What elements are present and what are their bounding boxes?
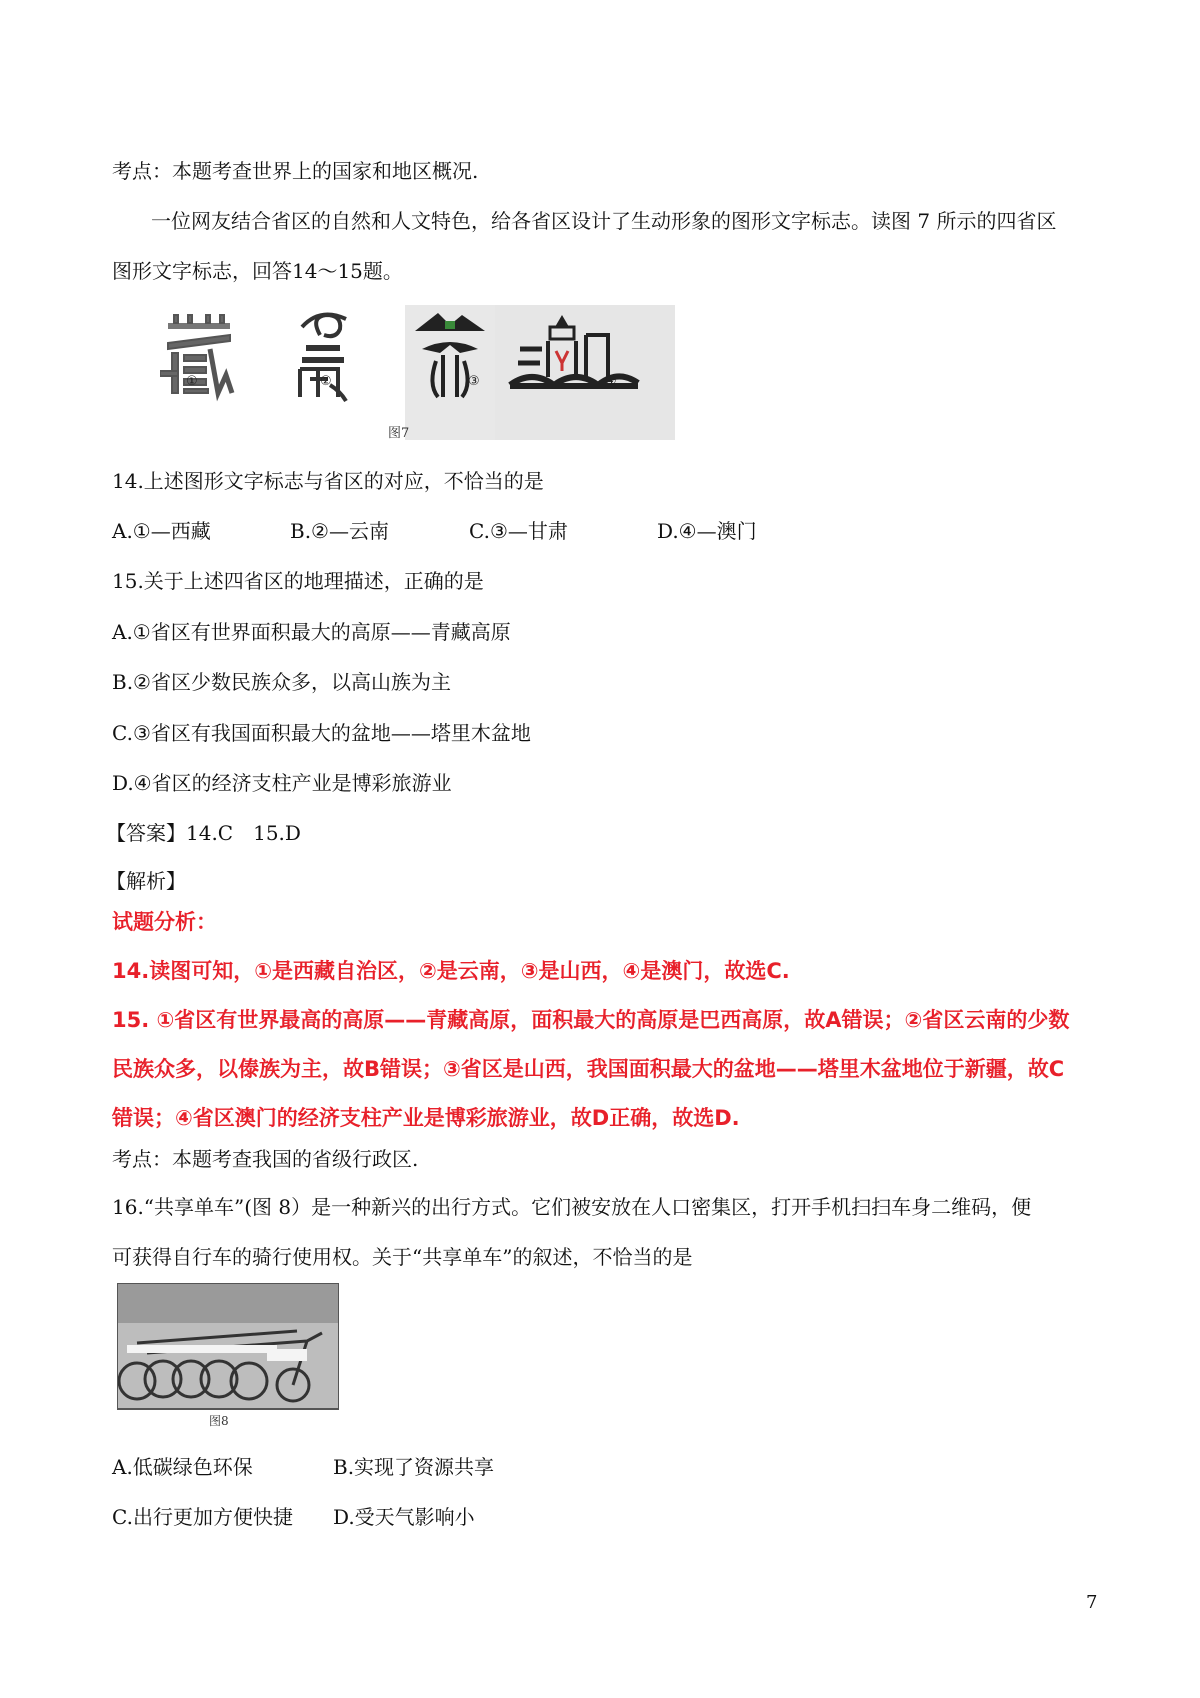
page-number: 7 — [1086, 1592, 1098, 1613]
question-15: 15.关于上述四省区的地理描述，正确的是 — [112, 569, 484, 593]
analysis-heading: 【解析】 — [106, 869, 186, 893]
question-14: 14.上述图形文字标志与省区的对应，不恰当的是 — [112, 469, 544, 493]
figure-8 — [117, 1283, 339, 1428]
analysis-label: 试题分析： — [112, 910, 217, 934]
question-16-line-1: 16.“共享单车”(图 8）是一种新兴的出行方式。它们被安放在人口密集区，打开手机扫扫车身二维码，便 — [112, 1195, 1032, 1219]
q16-option-b: B.实现了资源共享 — [333, 1455, 495, 1479]
question-16-line-2: 可获得自行车的骑行使用权。关于“共享单车”的叙述，不恰当的是 — [112, 1245, 693, 1269]
q15-option-a: A.①省区有世界面积最大的高原——青藏高原 — [112, 620, 511, 644]
figure-7-label-2: ② — [320, 374, 332, 389]
analysis-15-line-2: 民族众多，以傣族为主，故B错误；③省区是山西，我国面积最大的盆地——塔里木盆地位于新疆，故C — [112, 1057, 1065, 1081]
figure-7-label-4: ④ — [605, 374, 617, 389]
figure-7-label-1: ① — [186, 374, 198, 389]
q14-option-c: C.③—甘肃 — [469, 519, 568, 543]
q14-option-b: B.②—云南 — [290, 519, 389, 543]
q14-option-a: A.①—西藏 — [112, 519, 211, 543]
passage-line-1: 一位网友结合省区的自然和人文特色，给各省区设计了生动形象的图形文字标志。读图 7 所示的四省区 — [151, 209, 1057, 233]
passage-line-2: 图形文字标志，回答14～15题。 — [112, 259, 403, 283]
figure-7-logos — [160, 305, 675, 440]
q16-option-d: D.受天气影响小 — [333, 1505, 475, 1529]
analysis-15-line-1: 15. ①省区有世界最高的高原——青藏高原，面积最大的高原是巴西高原，故A错误；②省区云南的少数 — [112, 1008, 1070, 1032]
figure-7 — [160, 305, 675, 440]
topic-note-2: 考点：本题考查我国的省级行政区. — [112, 1147, 419, 1171]
q16-option-a: A.低碳绿色环保 — [112, 1455, 253, 1479]
q15-option-c: C.③省区有我国面积最大的盆地——塔里木盆地 — [112, 721, 531, 745]
q15-option-d: D.④省区的经济支柱产业是博彩旅游业 — [112, 771, 452, 795]
figure-8-caption: 图8 — [209, 1414, 229, 1428]
answer-line: 【答案】14.C 15.D — [106, 821, 301, 845]
topic-note-1: 考点：本题考查世界上的国家和地区概况. — [112, 159, 479, 183]
q15-option-b: B.②省区少数民族众多，以高山族为主 — [112, 670, 451, 694]
logo-shanxi-icon — [405, 305, 495, 440]
analysis-14: 14.读图可知，①是西藏自治区，②是云南，③是山西，④是澳门，故选C. — [112, 959, 790, 983]
analysis-15-line-3: 错误；④省区澳门的经济支柱产业是博彩旅游业，故D正确，故选D. — [112, 1106, 740, 1130]
figure-7-caption: 图7 — [388, 426, 410, 441]
q16-option-c: C.出行更加方便快捷 — [112, 1505, 293, 1529]
q14-option-d: D.④—澳门 — [657, 519, 757, 543]
logo-macao-icon — [495, 305, 675, 440]
figure-7-label-3: ③ — [468, 374, 480, 389]
shared-bikes-photo-icon — [117, 1283, 339, 1428]
